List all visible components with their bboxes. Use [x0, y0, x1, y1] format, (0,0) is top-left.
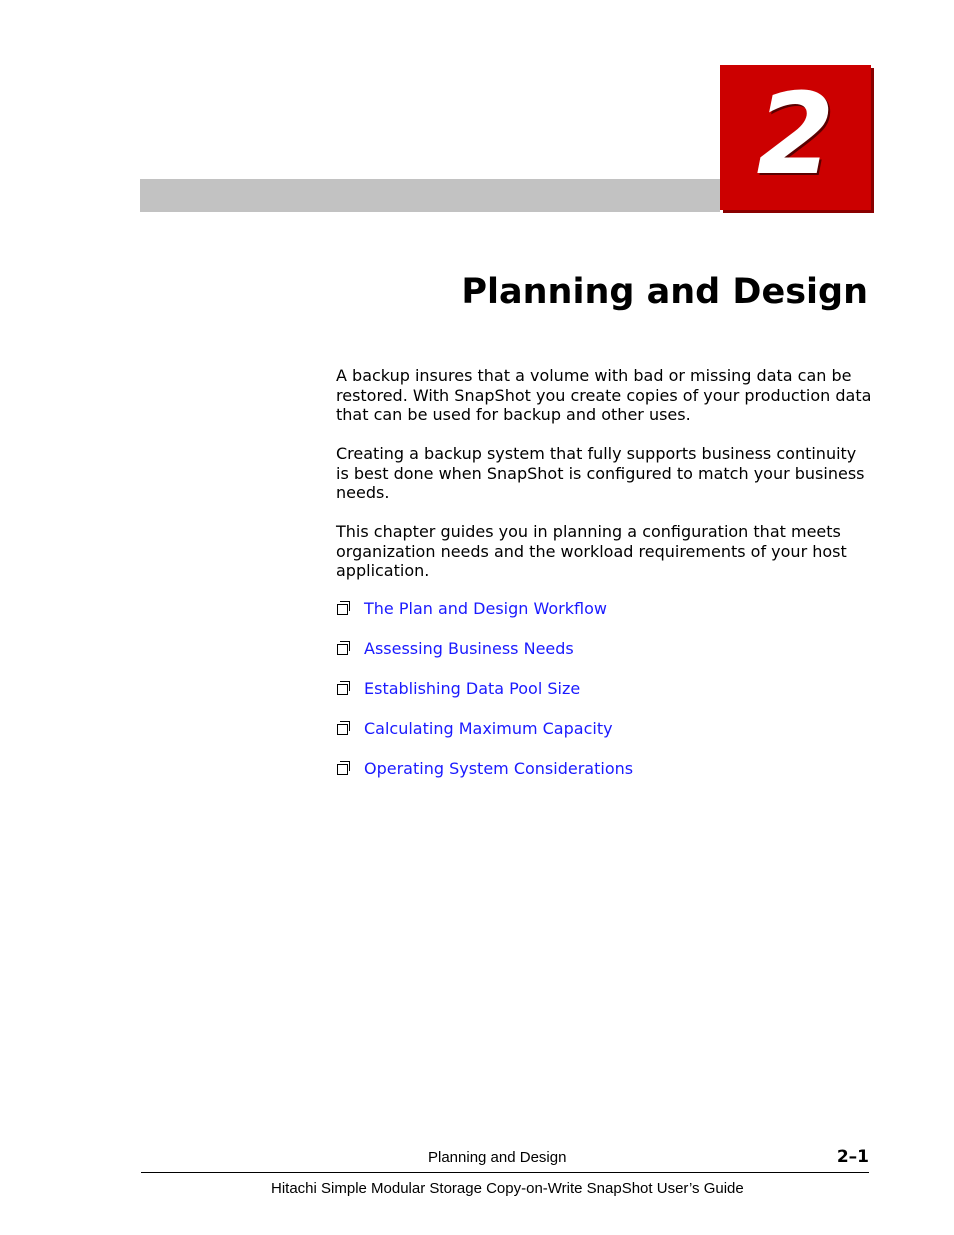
- toc-link-assessing-business-needs[interactable]: Assessing Business Needs: [364, 639, 574, 658]
- footer-section-title: Planning and Design: [428, 1149, 567, 1166]
- toc-item: [336, 718, 856, 758]
- toc-link-calculating-maximum-capacity[interactable]: Calculating Maximum Capacity: [364, 719, 613, 738]
- toc-item: [336, 598, 856, 638]
- footer-book-title: Hitachi Simple Modular Storage Copy-on-Write SnapShot User’s Guide: [271, 1180, 744, 1197]
- chapter-intro: [336, 366, 874, 600]
- chapter-number-box: [720, 65, 871, 210]
- intro-paragraph: This chapter guides you in planning a configuration that meets organization needs and the workload requirements of your host application.: [336, 522, 847, 580]
- toc-link-operating-system-considerations[interactable]: Operating System Considerations: [364, 759, 634, 778]
- chapter-contents-list: [336, 598, 856, 798]
- toc-item: [336, 638, 856, 678]
- chapter-header-bar: [140, 179, 720, 212]
- chapter-number: 2: [756, 69, 835, 200]
- footer-page-number: 2–1: [836, 1147, 869, 1167]
- toc-item: [336, 758, 856, 798]
- toc-link-plan-and-design-workflow[interactable]: The Plan and Design Workflow: [364, 599, 607, 618]
- toc-link-establishing-data-pool-size[interactable]: Establishing Data Pool Size: [364, 679, 581, 698]
- box-bullet-icon: [336, 758, 364, 780]
- box-bullet-icon: [336, 718, 364, 740]
- box-bullet-icon: [336, 638, 364, 660]
- box-bullet-icon: [336, 678, 364, 700]
- box-bullet-icon: [336, 598, 364, 620]
- intro-paragraph: A backup insures that a volume with bad or missing data can be restored. With SnapShot you create copies of your production data that can be used for backup and other uses.: [336, 366, 872, 424]
- footer-divider: [141, 1172, 869, 1173]
- page-title: Planning and Design: [461, 272, 868, 312]
- toc-item: [336, 678, 856, 718]
- intro-paragraph: Creating a backup system that fully supports business continuity is best done when SnapShot is configured to match your business needs.: [336, 444, 865, 502]
